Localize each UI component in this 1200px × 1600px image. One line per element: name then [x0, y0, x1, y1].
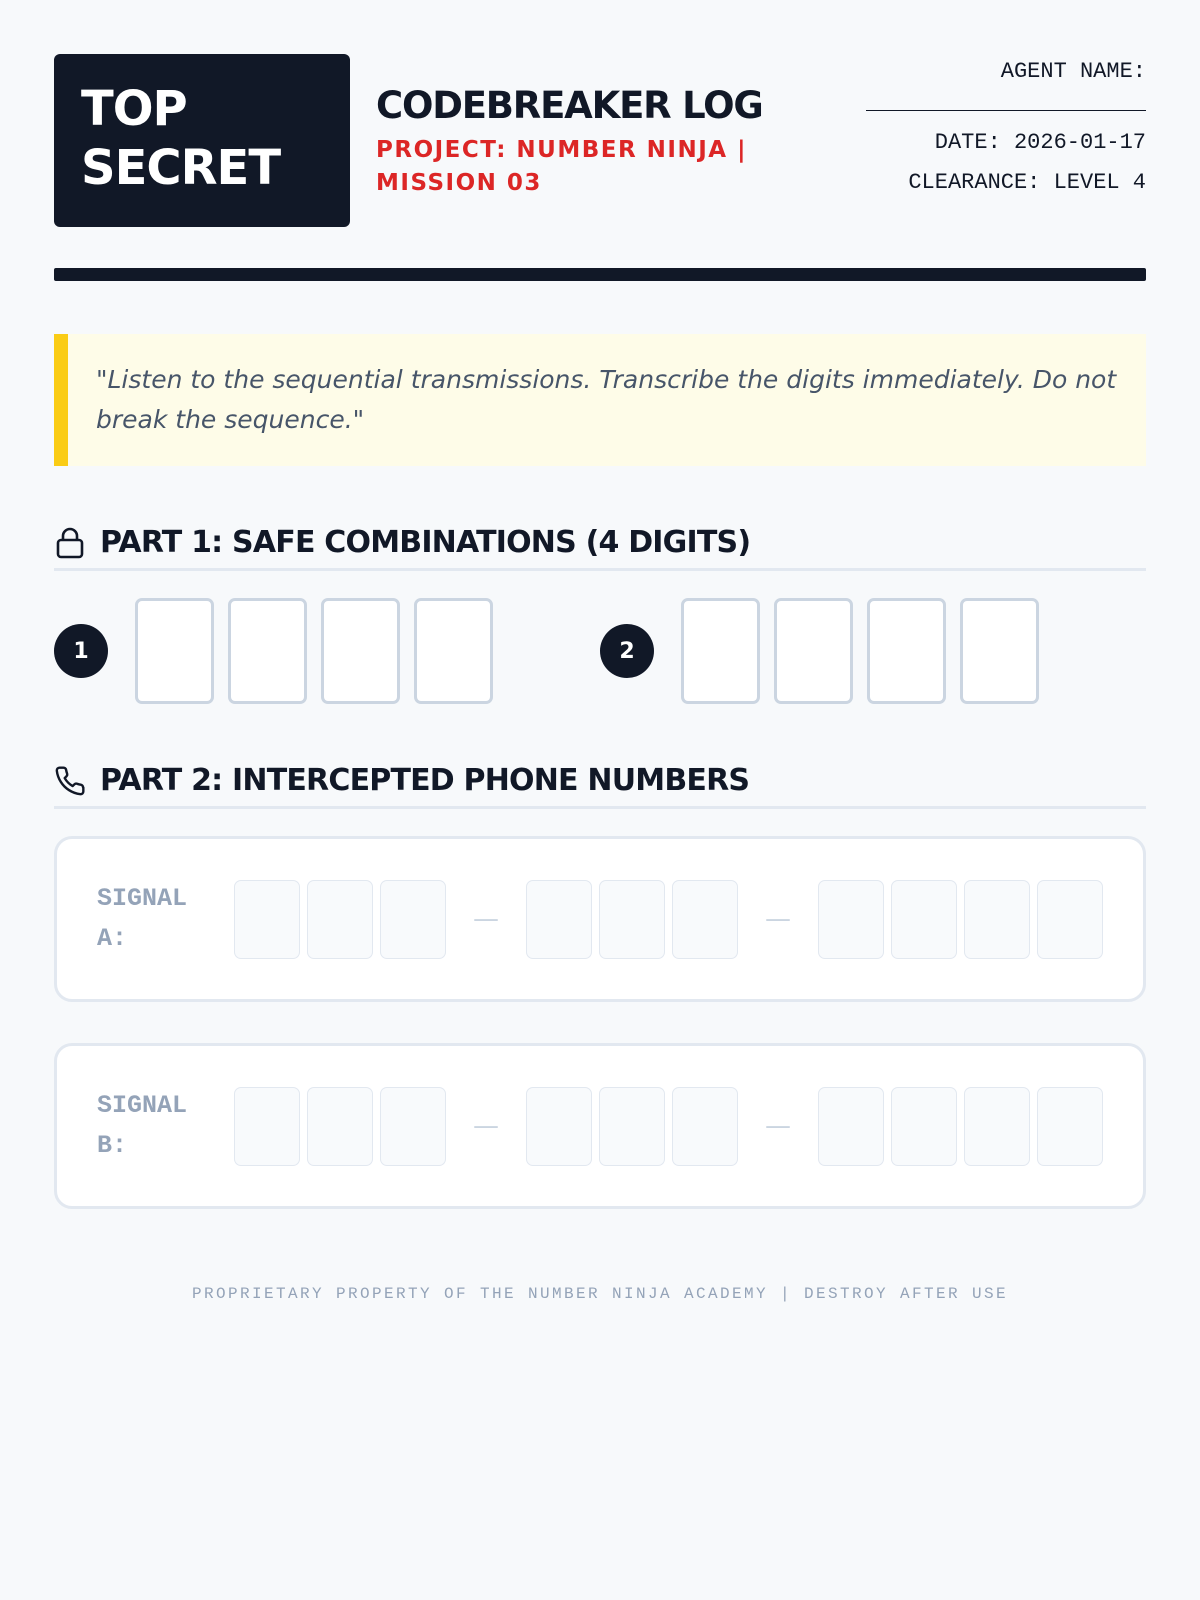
part-1-title: PART 1: SAFE COMBINATIONS (4 DIGITS): [100, 525, 751, 560]
digit-box[interactable]: [228, 598, 307, 704]
top-secret-stamp: [54, 54, 350, 227]
phone-digit-box[interactable]: [307, 1087, 373, 1166]
phone-digit-box[interactable]: [891, 880, 957, 959]
separator-dash: —: [765, 1110, 791, 1141]
digit-box[interactable]: [681, 598, 760, 704]
area-code-group: [234, 880, 446, 959]
clearance-label: CLEARANCE: LEVEL 4: [908, 170, 1146, 195]
combo-1: [54, 598, 600, 704]
date-label: DATE: 2026-01-17: [934, 130, 1146, 155]
digit-box[interactable]: [867, 598, 946, 704]
part-1-heading: [54, 522, 1146, 571]
footer-note: PROPRIETARY PROPERTY OF THE NUMBER NINJA ACADEMY | DESTROY AFTER USE: [191, 1285, 1009, 1303]
signal-card-a: [54, 836, 1146, 1002]
phone-digit-box[interactable]: [964, 1087, 1030, 1166]
combo-number-badge: 2: [600, 624, 654, 678]
stamp-line-2: SECRET: [81, 140, 281, 196]
phone-digit-box[interactable]: [818, 1087, 884, 1166]
project-subtitle: PROJECT: NUMBER NINJA | MISSION 03: [376, 137, 747, 196]
phone-digit-box[interactable]: [1037, 880, 1103, 959]
phone-digit-box[interactable]: [672, 1087, 738, 1166]
phone-digit-box[interactable]: [380, 1087, 446, 1166]
lock-icon: [54, 527, 86, 559]
title-block: [376, 82, 816, 200]
part-2-heading: [54, 760, 1146, 809]
agent-name-label: AGENT NAME:: [1000, 59, 1146, 84]
stamp-line-1: TOP: [81, 81, 187, 137]
phone-digit-box[interactable]: [307, 880, 373, 959]
signal-label: SIGNAL B:: [97, 1091, 188, 1160]
digit-box[interactable]: [774, 598, 853, 704]
line-number-group: [818, 1087, 1103, 1166]
separator-dash: —: [473, 903, 499, 934]
part-2-title: PART 2: INTERCEPTED PHONE NUMBERS: [100, 763, 750, 798]
signal-card-b: [54, 1043, 1146, 1209]
phone-digit-box[interactable]: [526, 880, 592, 959]
phone-digit-box[interactable]: [526, 1087, 592, 1166]
phone-icon: [54, 765, 86, 797]
signal-label: SIGNAL A:: [97, 884, 188, 953]
prefix-group: [526, 880, 738, 959]
line-number-group: [818, 880, 1103, 959]
phone-digit-box[interactable]: [599, 1087, 665, 1166]
separator-dash: —: [473, 1110, 499, 1141]
phone-digit-box[interactable]: [1037, 1087, 1103, 1166]
phone-digit-box[interactable]: [672, 880, 738, 959]
phone-digit-box[interactable]: [891, 1087, 957, 1166]
phone-digit-box[interactable]: [818, 880, 884, 959]
digit-box[interactable]: [321, 598, 400, 704]
combo-list: [54, 598, 1146, 704]
prefix-group: [526, 1087, 738, 1166]
part-2-section: [54, 760, 1146, 1209]
combo-number-badge: 1: [54, 624, 108, 678]
separator-dash: —: [765, 903, 791, 934]
phone-digit-box[interactable]: [380, 880, 446, 959]
digit-box[interactable]: [135, 598, 214, 704]
digit-box[interactable]: [960, 598, 1039, 704]
phone-digit-box[interactable]: [964, 880, 1030, 959]
page-title: CODEBREAKER LOG: [376, 84, 763, 127]
instruction-quote: "Listen to the sequential transmissions. Transcribe the digits immediately. Do not break the sequence.": [54, 334, 1146, 466]
header: [54, 54, 1146, 268]
phone-digit-box[interactable]: [599, 880, 665, 959]
part-1-section: [54, 522, 1146, 704]
digit-box[interactable]: [414, 598, 493, 704]
phone-digit-box[interactable]: [234, 880, 300, 959]
area-code-group: [234, 1087, 446, 1166]
agent-name-field[interactable]: [866, 110, 1146, 111]
header-divider: [54, 268, 1146, 281]
phone-digit-box[interactable]: [234, 1087, 300, 1166]
combo-2: [600, 598, 1146, 704]
